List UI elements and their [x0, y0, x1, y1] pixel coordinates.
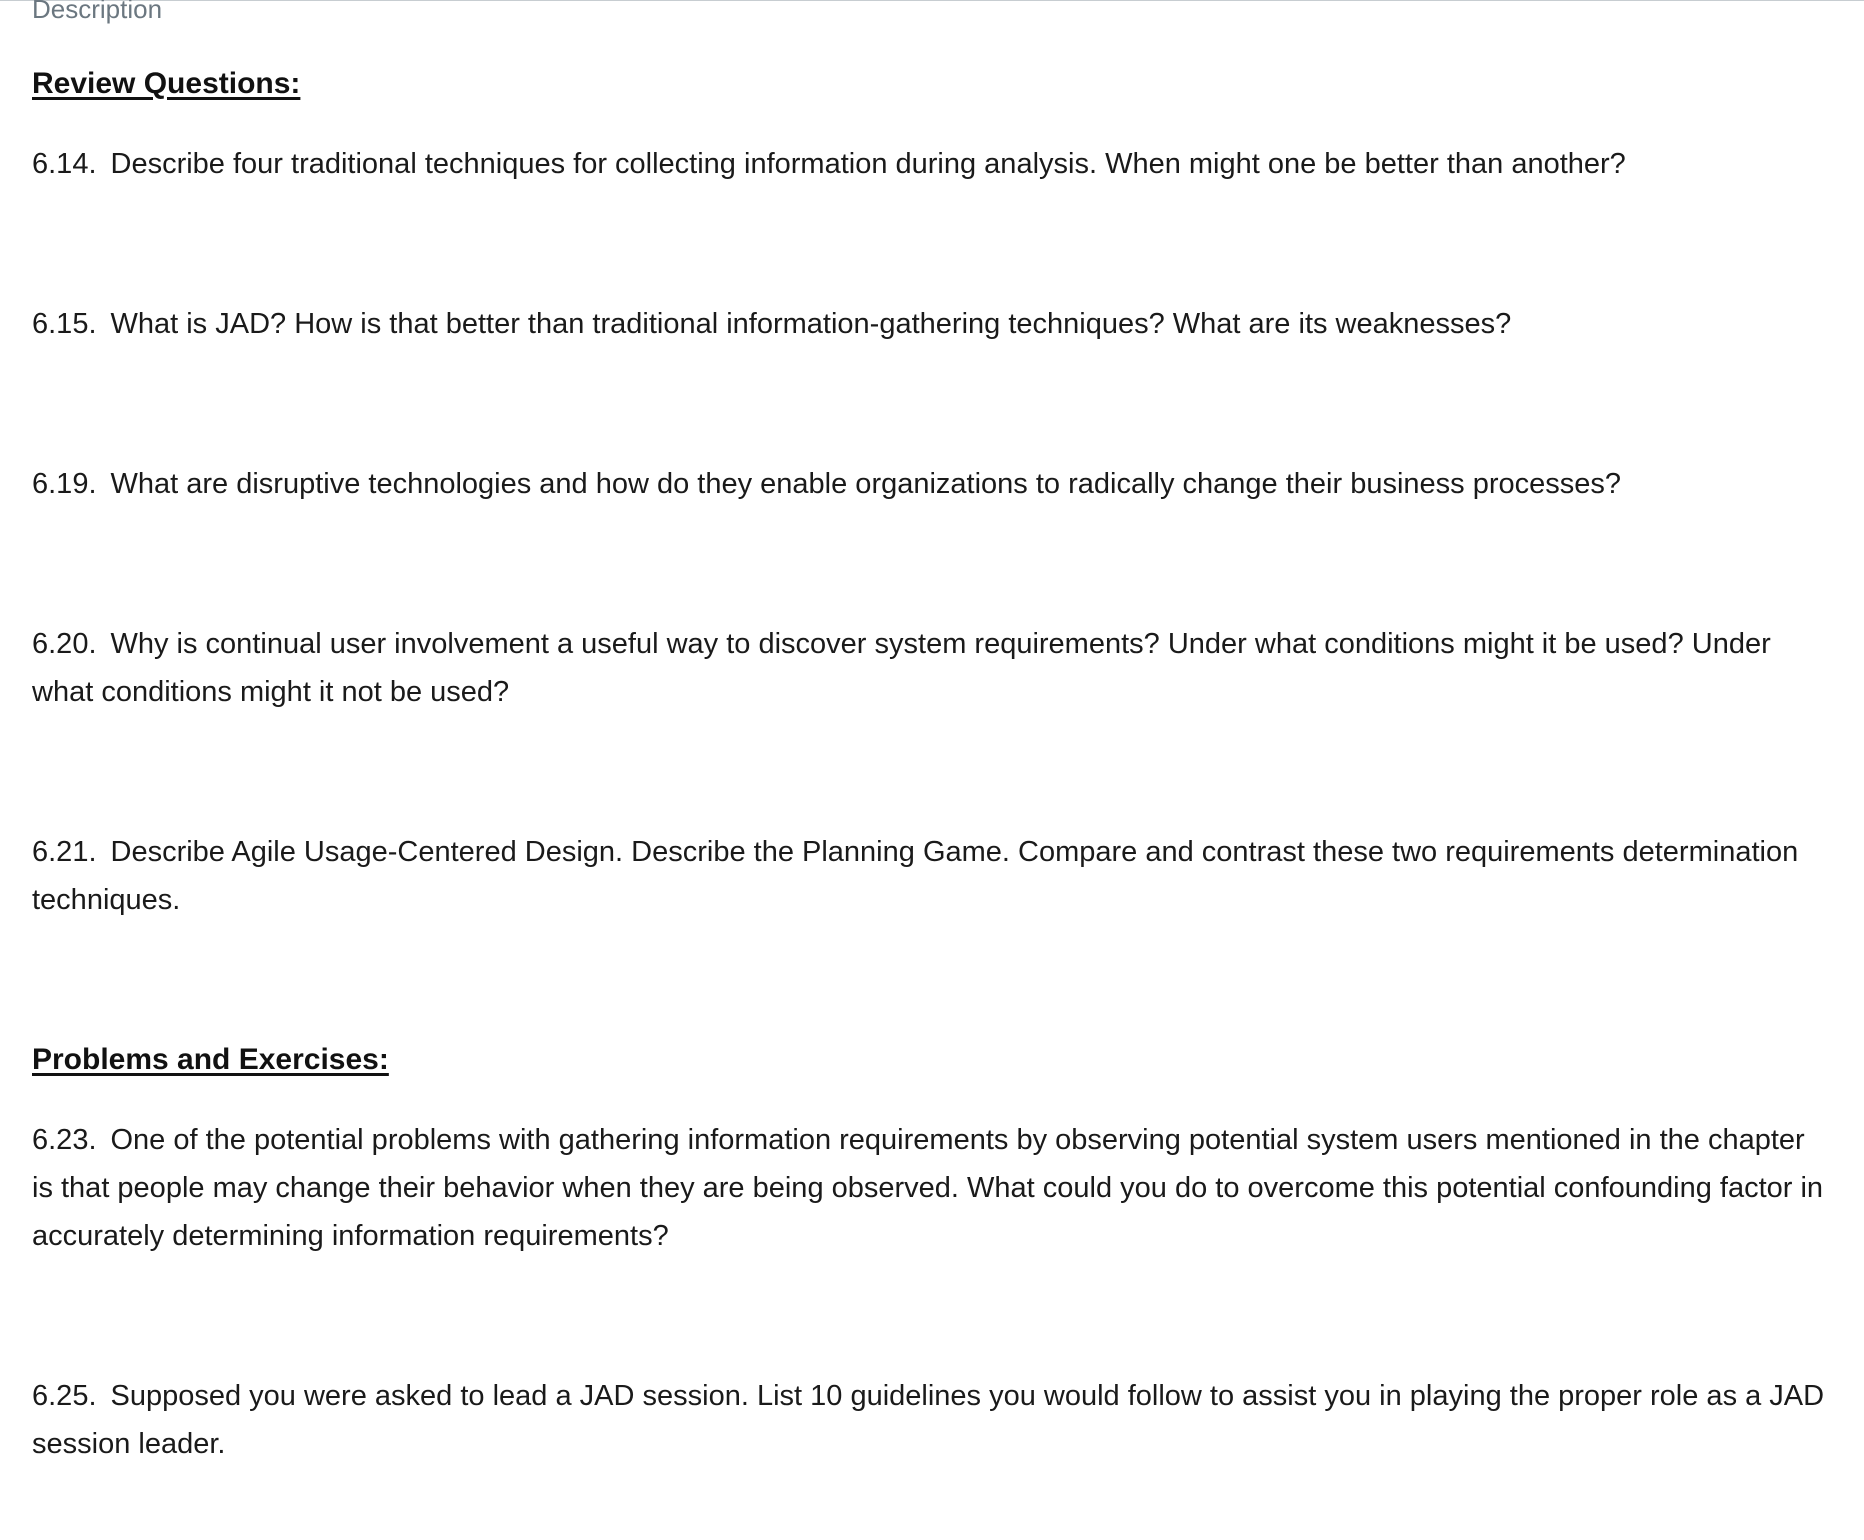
question-text: What are disruptive technologies and how do they enable organizations to radically change their business processes?	[110, 468, 1622, 500]
question-number: 6.23.	[32, 1124, 97, 1156]
problems-exercises-heading: Problems and Exercises:	[32, 1043, 389, 1076]
top-divider	[0, 0, 1864, 1]
question-text: Why is continual user involvement a useful way to discover system requirements? Under what conditions might it be used? Under what conditions might it not be used?	[32, 628, 1771, 708]
question-number: 6.25.	[32, 1380, 97, 1412]
description-label: Description	[32, 0, 163, 24]
question-6-19	[32, 460, 1832, 508]
question-text: What is JAD? How is that better than traditional information-gathering techniques? What are its weaknesses?	[110, 308, 1512, 340]
question-text: Describe four traditional techniques for collecting information during analysis. When might one be better than another?	[110, 148, 1626, 180]
question-text: Supposed you were asked to lead a JAD session. List 10 guidelines you would follow to assist you in playing the proper role as a JAD session leader.	[32, 1380, 1825, 1460]
question-6-23	[32, 1116, 1832, 1260]
question-6-14	[32, 140, 1832, 188]
question-6-20	[32, 620, 1832, 716]
question-6-21	[32, 828, 1832, 924]
question-6-15	[32, 300, 1832, 348]
question-text: Describe Agile Usage-Centered Design. Describe the Planning Game. Compare and contrast these two requirements determination techniques.	[32, 836, 1799, 916]
question-number: 6.19.	[32, 468, 97, 500]
question-number: 6.14.	[32, 148, 97, 180]
question-number: 6.21.	[32, 836, 97, 868]
question-6-25	[32, 1372, 1832, 1468]
question-text: One of the potential problems with gathering information requirements by observing potential system users mentioned in the chapter is that people may change their behavior when they are being observed. What could you do to overcome this potential confounding factor in accurately determining information requirements?	[32, 1124, 1824, 1252]
review-questions-heading: Review Questions:	[32, 67, 301, 100]
question-number: 6.20.	[32, 628, 97, 660]
question-number: 6.15.	[32, 308, 97, 340]
